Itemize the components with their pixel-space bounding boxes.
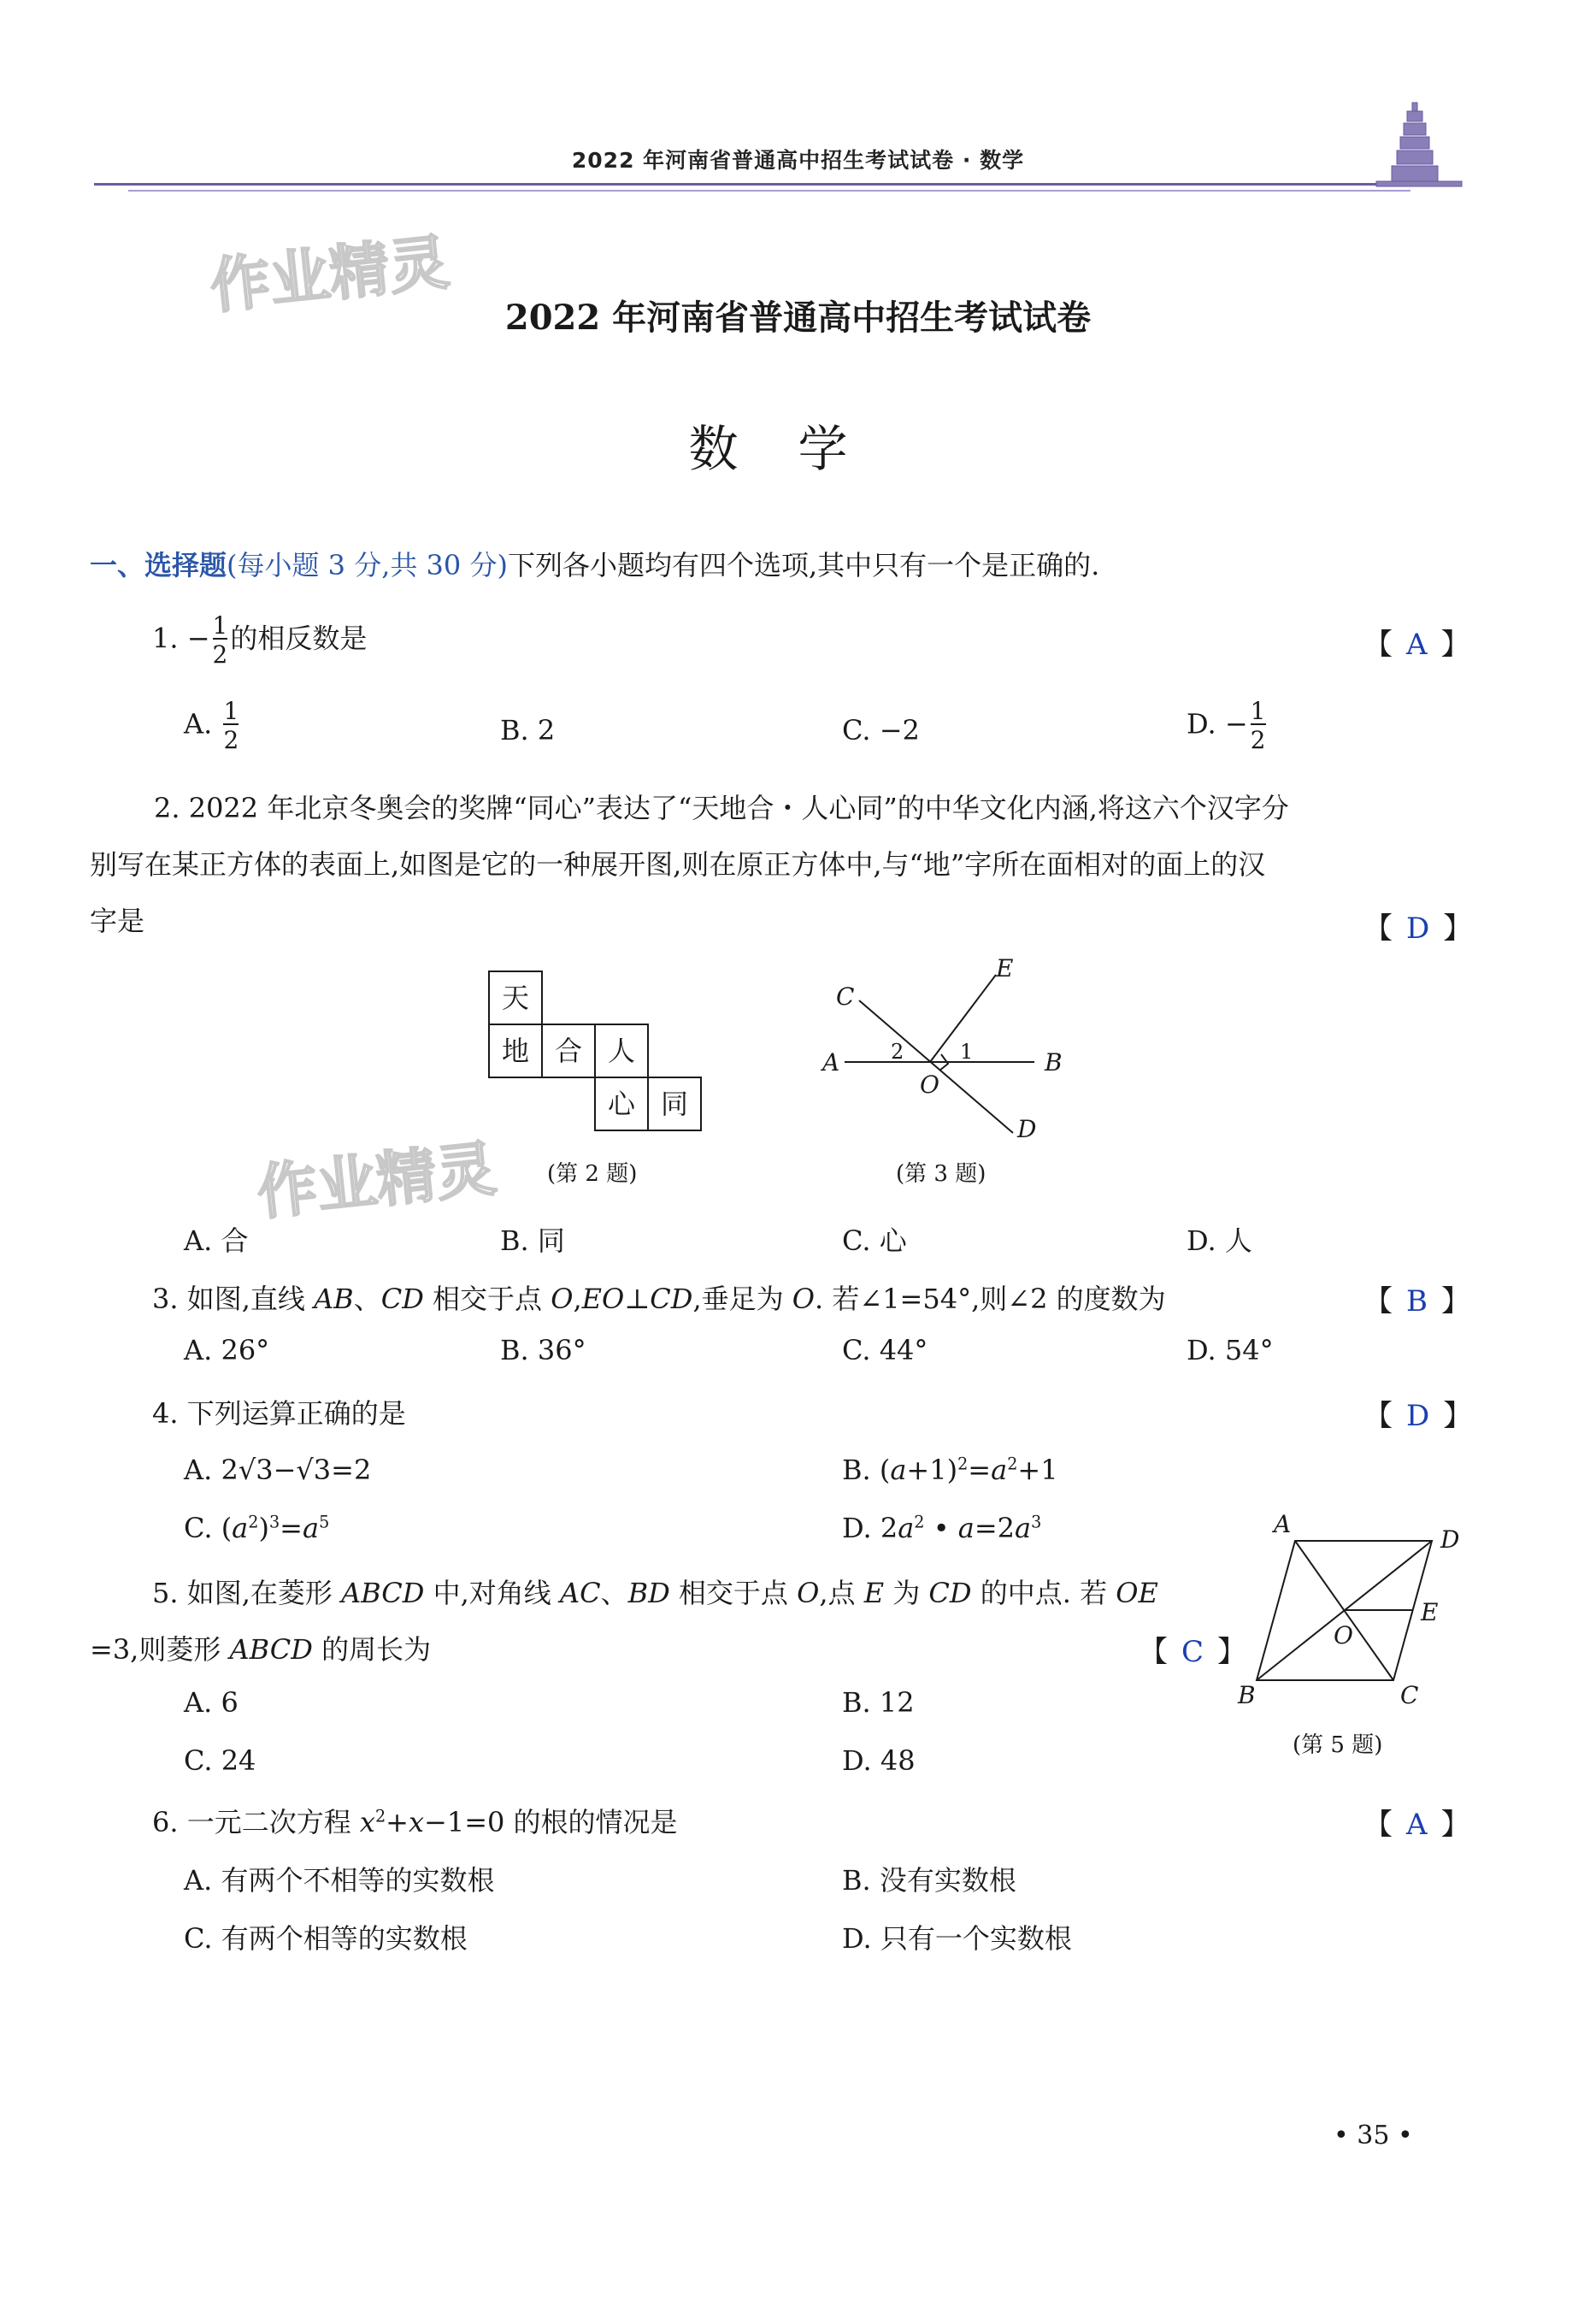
label-C: C [836, 982, 855, 1011]
section-note: (每小题 3 分,共 30 分) [227, 549, 508, 581]
figure-3-caption: (第 3 题) [896, 1161, 986, 1187]
option-6b: B. 没有实数根 [842, 1864, 1016, 1897]
option-2a: A. 合 [184, 1224, 249, 1257]
option-4d: D. $2a^2$ • $a=2a^3$ [842, 1512, 1042, 1544]
cube-net-figure [479, 966, 718, 1137]
option-5b: B. 12 [842, 1686, 915, 1719]
option-6c: C. 有两个相等的实数根 [184, 1922, 468, 1955]
rhombus-figure [1222, 1505, 1479, 1710]
option-6d: D. 只有一个实数根 [842, 1922, 1072, 1955]
option-5a: A. 6 [184, 1686, 239, 1719]
option-1c: C. −2 [842, 714, 920, 746]
net-cell-1: 天 [501, 982, 530, 1014]
answer-3: 【 B 】 [1363, 1284, 1470, 1319]
label-E: E [996, 958, 1014, 982]
question-6: 6. 一元二次方程 $x^2+x-1=0$ 的根的情况是 [152, 1806, 678, 1838]
watermark: 作业精灵 [254, 1133, 500, 1229]
option-3b: B. 36° [500, 1334, 586, 1366]
net-cell-6: 同 [660, 1088, 689, 1120]
option-4a: A. 2√3−√3=2 [184, 1454, 372, 1486]
exam-title: 2022 年河南省普通高中招生考试试卷 [504, 298, 1092, 338]
fraction: $\frac{1}{2}$ [212, 611, 228, 669]
option-3a: A. 26° [184, 1334, 270, 1366]
option-6a: A. 有两个不相等的实数根 [184, 1864, 495, 1897]
figure-5-caption: (第 5 题) [1293, 1732, 1383, 1758]
label-A: A [1274, 1510, 1292, 1538]
header-rule-thin [128, 190, 1410, 192]
option-5c: C. 24 [184, 1744, 256, 1777]
label-C: C [1400, 1681, 1419, 1709]
net-cell-5: 心 [607, 1088, 636, 1120]
question-5-line2: =3,则菱形 ABCD 的周长为 [90, 1633, 432, 1666]
option-5d: D. 48 [842, 1744, 916, 1777]
label-E: E [1421, 1598, 1439, 1626]
option-3d: D. 54° [1187, 1334, 1274, 1366]
net-cell-4: 人 [607, 1035, 636, 1067]
option-3c: C. 44° [842, 1334, 928, 1366]
option-1d: D. − $\frac{1}{2}$ [1187, 697, 1266, 754]
answer-4: 【 D 】 [1363, 1399, 1473, 1433]
header-rule [94, 183, 1462, 186]
option-1b: B. 2 [500, 714, 556, 746]
label-B: B [1045, 1048, 1063, 1077]
option-2b: B. 同 [500, 1224, 565, 1257]
question-4: 4. 下列运算正确的是 [152, 1397, 406, 1430]
label-angle-2: 2 [891, 1040, 904, 1064]
running-header: 2022 年河南省普通高中招生考试试卷 · 数学 [571, 148, 1025, 173]
section-name: 一、选择题 [90, 549, 227, 581]
question-2: 2. 2022 年北京冬奥会的奖牌“同心”表达了“天地合・人心同”的中华文化内涵,将这六个汉字分 别写在某正方体的表面上,如图是它的一种展开图,则在原正方体中,与“地”字所在面相对的面上的汉 字是 [90, 792, 1289, 937]
net-cell-2: 地 [501, 1035, 530, 1067]
option-4b: B. $(a+1)^2=a^2+1$ [842, 1454, 1058, 1486]
label-O: O [920, 1071, 939, 1099]
label-O: O [1334, 1621, 1353, 1649]
subject-title: 数学 [688, 420, 908, 478]
answer-2: 【 D 】 [1363, 912, 1473, 946]
question-5-line1: 5. 如图,在菱形 ABCD 中,对角线 AC、BD 相交于点 O,点 E 为 CD 的中点. 若 OE [152, 1577, 1158, 1609]
question-1: 1. − $\frac{1}{2}$ 的相反数是 [152, 611, 368, 669]
label-D: D [1440, 1525, 1460, 1554]
answer-5: 【 C 】 [1139, 1635, 1247, 1669]
figure-2-caption: (第 2 题) [547, 1161, 638, 1187]
option-2d: D. 人 [1187, 1224, 1252, 1257]
answer-6: 【 A 】 [1363, 1808, 1470, 1842]
option-4c: C. $(a^2)^3=a^5$ [184, 1512, 330, 1544]
watermark: 作业精灵 [207, 227, 453, 322]
label-B: B [1238, 1681, 1256, 1709]
pagoda-icon [1368, 96, 1470, 192]
section-heading [90, 544, 1099, 583]
net-cell-3: 合 [554, 1035, 583, 1067]
answer-1: 【 A 】 [1363, 628, 1470, 662]
question-3: 3. 如图,直线 AB、CD 相交于点 O,EO⊥CD,垂足为 O. 若∠1=54°,则∠2 的度数为 [152, 1283, 1166, 1315]
section-instruction: 下列各小题均有四个选项,其中只有一个是正确的. [507, 549, 1100, 581]
lines-figure [821, 958, 1077, 1146]
label-A: A [822, 1048, 840, 1077]
option-1a: A. $\frac{1}{2}$ [184, 697, 239, 754]
page-number: • 35 • [1334, 2121, 1413, 2151]
label-angle-1: 1 [960, 1040, 974, 1064]
option-2c: C. 心 [842, 1224, 907, 1257]
label-D: D [1017, 1115, 1037, 1143]
